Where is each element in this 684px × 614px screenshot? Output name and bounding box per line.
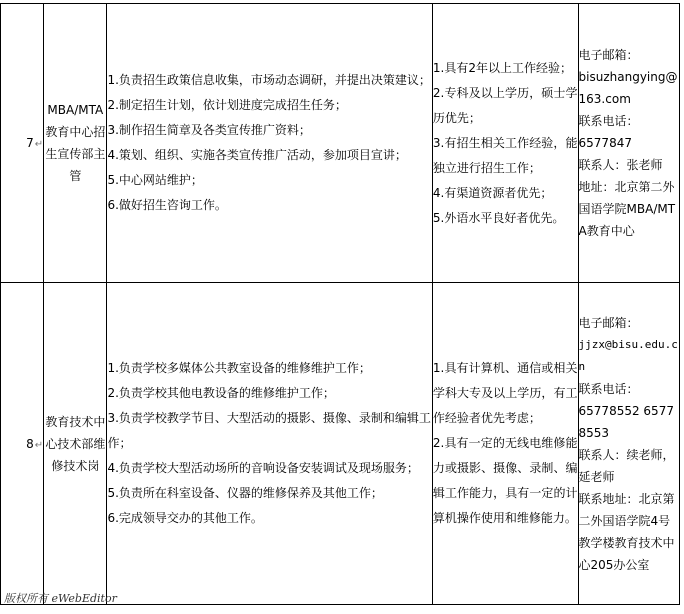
duty-item: 4.策划、组织、实施各类宣传推广活动，参加项目宣讲； <box>107 148 407 162</box>
email-label: 电子邮箱： <box>578 315 639 330</box>
contact-address: 地址：北京第二外国语学院MBA/MTA教育中心 <box>578 180 676 238</box>
job-table <box>0 3 680 605</box>
duty-item: 1.负责招生政策信息收集，市场动态调研，并提出决策建议； <box>107 73 431 87</box>
duty-item: 6.做好招生咨询工作。 <box>107 198 227 212</box>
duty-item: 5.中心网站维护； <box>107 173 203 187</box>
contact-address: 联系地址：北京第二外国语学院4号教学楼教育技术中心205办公室 <box>578 491 675 572</box>
duty-item: 5.负责所在科室设备、仪器的维修保养及其他工作； <box>107 486 383 500</box>
requirement-item: 2.具有一定的无线电维修能力或摄影、摄像、录制、编辑工作能力，具有一定的计算机操作使用和维修能力。 <box>432 436 578 525</box>
requirement-item: 5.外语水平良好者优先。 <box>432 210 565 225</box>
email-label: 电子邮箱： <box>578 48 639 62</box>
requirements-cell <box>432 4 578 283</box>
table-row <box>1 283 680 605</box>
requirement-item: 1.具有2年以上工作经验； <box>432 60 572 75</box>
copyright-footer: 版权所有 eWebEditor <box>4 592 117 605</box>
phone-value: 6577847 <box>578 136 632 150</box>
contact-cell <box>578 283 679 605</box>
row-number: 7 <box>26 136 34 150</box>
requirement-item: 2.专科及以上学历，硕士学历优先； <box>432 85 578 125</box>
duties-cell <box>107 4 432 283</box>
requirement-item: 4.有渠道资源者优先； <box>432 185 553 200</box>
phone-label: 联系电话： <box>578 381 639 396</box>
duty-item: 3.负责学校教学节目、大型活动的摄影、摄像、录制和编辑工作； <box>107 411 431 450</box>
return-mark: ↵ <box>34 139 44 150</box>
duty-item: 6.完成领导交办的其他工作。 <box>107 511 263 525</box>
contact-person: 联系人：张老师 <box>578 158 663 172</box>
requirement-item: 1.具有计算机、通信或相关学科大专及以上学历，有工作经验者优先考虑； <box>432 361 578 425</box>
phone-label: 联系电话： <box>578 114 639 128</box>
duty-item: 3.制作招生简章及各类宣传推广资料； <box>107 123 311 137</box>
row-number-cell <box>1 283 44 605</box>
duty-item: 2.负责学校其他电教设备的维修维护工作； <box>107 386 335 400</box>
return-mark: ↵ <box>34 439 44 451</box>
email-value: jjzx@bisu.edu.cn <box>578 337 678 373</box>
contact-person: 联系人：续老师，延老师 <box>578 447 675 484</box>
row-number-cell <box>1 4 44 283</box>
duties-cell <box>107 283 432 605</box>
duty-item: 4.负责学校大型活动场所的音响设备安装调试及现场服务； <box>107 461 419 475</box>
contact-cell <box>578 4 679 283</box>
position-title: MBA/MTA教育中心招生宣传部主管 <box>44 4 107 283</box>
duty-item: 1.负责学校多媒体公共教室设备的维修维护工作； <box>107 361 371 375</box>
table-row <box>1 4 680 283</box>
row-number: 8 <box>26 436 34 451</box>
requirements-cell <box>432 283 578 605</box>
requirement-item: 3.有招生相关工作经验，能独立进行招生工作； <box>432 135 578 175</box>
duty-item: 2.制定招生计划，依计划进度完成招生任务； <box>107 98 347 112</box>
phone-value: 65778552 65778553 <box>578 403 674 440</box>
email-value: bisuzhangying@163.com <box>578 70 678 106</box>
position-title: 教育技术中心技术部维修技术岗 <box>44 283 107 605</box>
